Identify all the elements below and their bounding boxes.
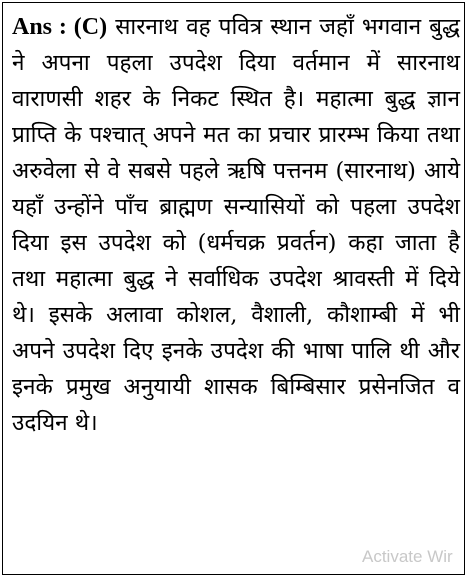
answer-box — [2, 2, 465, 575]
answer-body: सारनाथ वह पवित्र स्थान जहाँ भगवान बुद्ध ने अपना पहला उपदेश दिया वर्तमान में सारनाथ वाराणसी शहर के निकट स्थित है। महात्मा बुद्ध ज्ञान प्राप्ति के पश्चात् अपने मत का प्रचार प्रारम्भ किया तथा अरुवेला से वे सबसे पहले ऋषि पत्तनम (सारनाथ) आये यहाँ उन्होंने पाँच ब्राह्मण सन्यासियों को पहला उपदेश दिया इस उपदेश को (धर्मचक्र प्रवर्तन) कहा जाता है तथा महात्मा बुद्ध ने सर्वाधिक उपदेश श्रावस्ती में दिये थे। इसके अलावा कोशल, वैशाली, कौशाम्बी में भी अपने उपदेश दिए इनके उपदेश की भाषा पालि थी और इनके प्रमुख अनुयायी शासक बिम्बिसार प्रसेनजित व उदयिन थे। — [12, 14, 461, 436]
answer-paragraph — [12, 9, 460, 441]
activate-windows-watermark: Activate Wir — [362, 547, 453, 566]
answer-label: Ans : (C) — [12, 14, 108, 40]
